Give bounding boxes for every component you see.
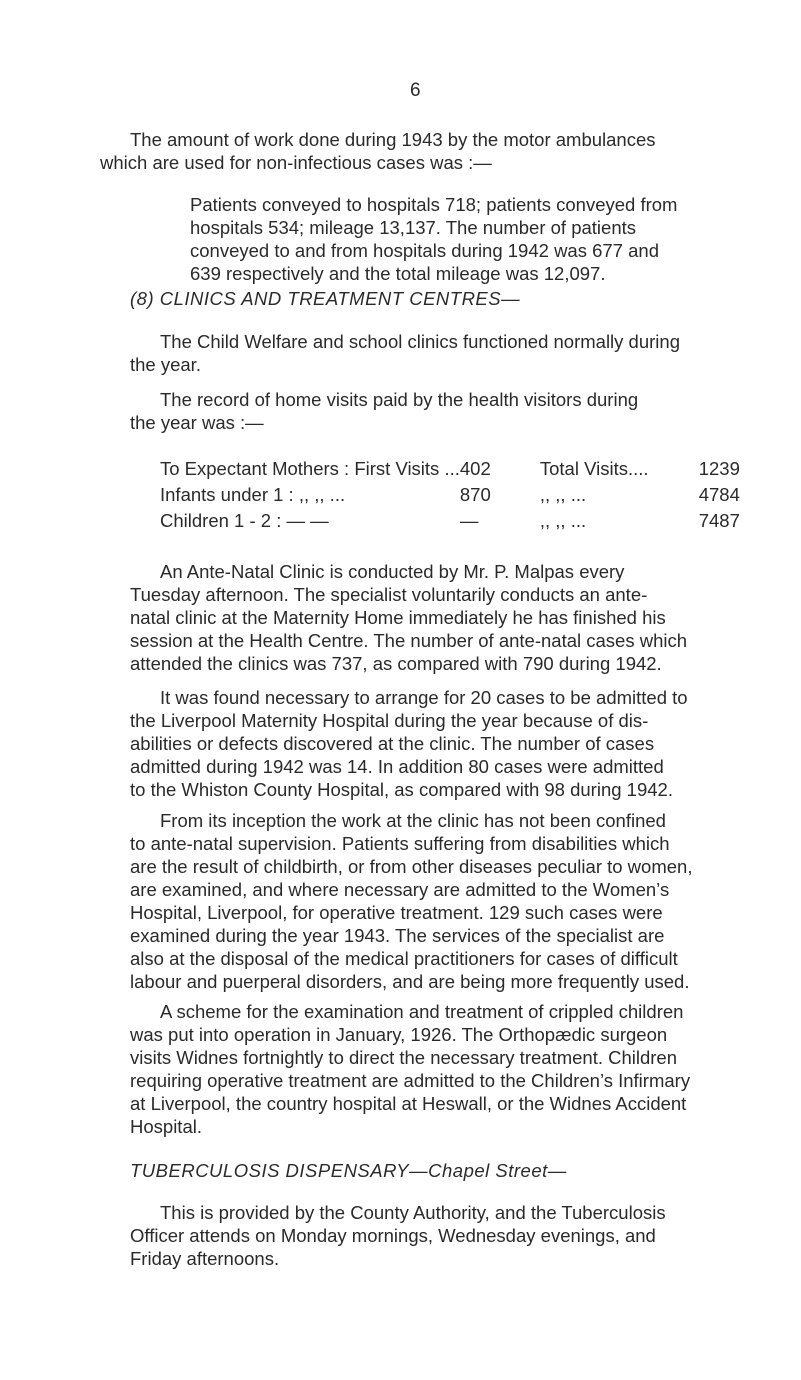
text-line: are the result of childbirth, or from other diseases peculiar to women, <box>130 856 693 877</box>
text-line: visits Widnes fortnightly to direct the necessary treatment. Children <box>130 1047 678 1068</box>
row-label: To Expectant Mothers : First Visits ... <box>160 458 460 479</box>
text-line: Friday afternoons. <box>130 1248 280 1269</box>
tb-dispensary-heading: TUBERCULOSIS DISPENSARY—Chapel Street— <box>130 1160 567 1181</box>
intro-paragraph <box>100 128 732 174</box>
text-line: conveyed to and from hospitals during 1942 was 677 and <box>190 240 659 261</box>
first-visits-value: 870 <box>459 484 491 505</box>
text-line: requiring operative treatment are admitted to the Children’s Infirmary <box>130 1070 691 1091</box>
text-line: A scheme for the examination and treatment of crippled children <box>160 1001 684 1022</box>
ambulance-stats-paragraph <box>190 193 735 285</box>
page-number: 6 <box>410 80 421 101</box>
text-line: labour and puerperal disorders, and are being more frequently used. <box>130 971 690 992</box>
text-line: are examined, and where necessary are admitted to the Women’s <box>130 879 670 900</box>
total-visits-value: 4784 <box>698 484 740 505</box>
text-line: admitted during 1942 was 14. In addition 80 cases were admitted <box>130 756 664 777</box>
home-visits-intro-paragraph <box>130 388 738 434</box>
row-label: Children 1 - 2 : — — <box>160 510 329 531</box>
text-line: This is provided by the County Authority, and the Tuberculosis <box>160 1202 666 1223</box>
section-heading: (8) CLINICS AND TREATMENT CENTRES— <box>130 288 521 309</box>
text-line: attended the clinics was 737, as compared with 790 during 1942. <box>130 653 662 674</box>
table-row <box>160 456 740 482</box>
total-visits-label: ,, ,, ... <box>539 510 587 531</box>
text-line: Tuesday afternoon. The specialist voluntarily conducts an ante- <box>130 584 648 605</box>
text-line: to ante-natal supervision. Patients suffering from disabilities which <box>130 833 670 854</box>
text-line: From its inception the work at the clinic has not been confined <box>160 810 666 831</box>
crippled-children-paragraph <box>130 1000 738 1138</box>
text-line: abilities or defects discovered at the clinic. The number of cases <box>130 733 655 754</box>
total-visits-value: 7487 <box>698 510 740 531</box>
text-line: Patients conveyed to hospitals 718; patients conveyed from <box>190 194 678 215</box>
ante-natal-paragraph <box>130 560 738 675</box>
liverpool-maternity-paragraph <box>130 686 738 801</box>
home-visits-table <box>160 456 740 534</box>
total-visits-label: ,, ,, ... <box>539 484 587 505</box>
total-visits-value: 1239 <box>698 458 740 479</box>
text-line: Hospital. <box>130 1116 202 1137</box>
text-line: which are used for non-infectious cases was :— <box>100 152 492 173</box>
womens-hospital-paragraph <box>130 809 738 993</box>
text-line: Officer attends on Monday mornings, Wednesday evenings, and <box>130 1225 656 1246</box>
first-visits-value: — <box>459 510 479 531</box>
text-line: hospitals 534; mileage 13,137. The number of patients <box>190 217 637 238</box>
text-line: It was found necessary to arrange for 20 cases to be admitted to <box>160 687 688 708</box>
text-line: An Ante-Natal Clinic is conducted by Mr. P. Malpas every <box>160 561 625 582</box>
first-visits-value: 402 <box>459 458 491 479</box>
text-line: session at the Health Centre. The number of ante-natal cases which <box>130 630 688 651</box>
row-label: Infants under 1 : ,, ,, ... <box>160 484 346 505</box>
table-row <box>160 482 740 508</box>
total-visits-label: Total Visits.... <box>539 458 649 479</box>
text-line: the Liverpool Maternity Hospital during the year because of dis- <box>130 710 649 731</box>
text-line: the year was :— <box>130 412 264 433</box>
text-line: at Liverpool, the country hospital at Heswall, or the Widnes Accident <box>130 1093 687 1114</box>
text-line: Hospital, Liverpool, for operative treatment. 129 such cases were <box>130 902 663 923</box>
text-line: The record of home visits paid by the health visitors during <box>160 389 639 410</box>
text-line: 639 respectively and the total mileage was 12,097. <box>190 263 606 284</box>
text-line: The amount of work done during 1943 by the motor ambulances <box>130 129 656 150</box>
text-line: natal clinic at the Maternity Home immediately he has finished his <box>130 607 666 628</box>
text-line: was put into operation in January, 1926. The Orthopædic surgeon <box>130 1024 668 1045</box>
child-welfare-paragraph <box>130 330 738 376</box>
text-line: the year. <box>130 354 201 375</box>
table-row <box>160 508 740 534</box>
text-line: also at the disposal of the medical practitioners for cases of difficult <box>130 948 678 969</box>
text-line: to the Whiston County Hospital, as compared with 98 during 1942. <box>130 779 673 800</box>
text-line: examined during the year 1943. The services of the specialist are <box>130 925 665 946</box>
tb-dispensary-paragraph <box>130 1201 738 1270</box>
text-line: The Child Welfare and school clinics functioned normally during <box>160 331 680 352</box>
